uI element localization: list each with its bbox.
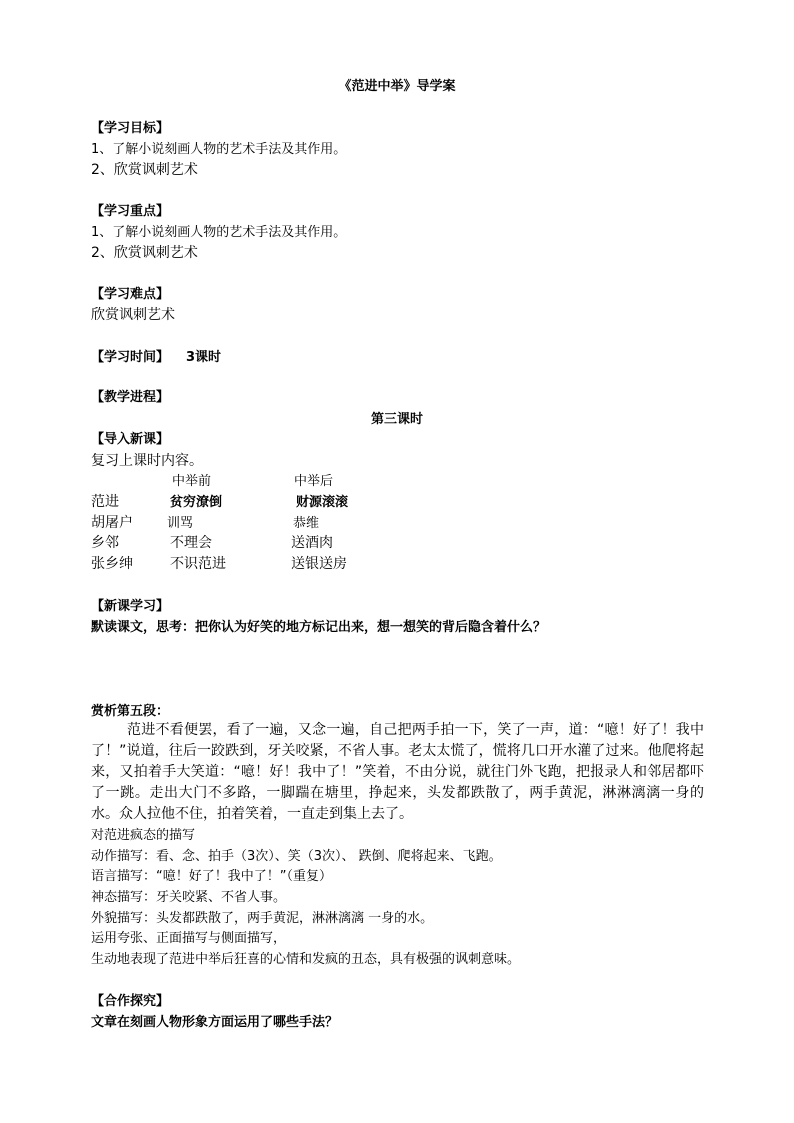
row-name: 乡邻 <box>91 535 119 551</box>
objective-item-2: 2、欣赏讽刺艺术 <box>91 162 198 178</box>
header-before: 中举前 <box>172 474 212 489</box>
key-points-heading: 【学习重点】 <box>91 204 170 219</box>
page-title: 《范进中举》导学案 <box>338 79 456 94</box>
objectives-heading: 【学习目标】 <box>91 121 170 136</box>
row-after: 恭维 <box>293 516 320 531</box>
row-name: 范进 <box>91 494 119 510</box>
difficulty-text: 欣赏讽刺艺术 <box>91 307 175 323</box>
analysis-line: 语言描写：“噫！好了！我中了！”（重复） <box>91 869 332 884</box>
cooperation-question: 文章在刻画人物形象方面运用了哪些手法？ <box>91 1015 339 1030</box>
analysis-line: 生动地表现了范进中举后狂喜的心情和发疯的丑态，具有极强的讽刺意味。 <box>91 952 521 967</box>
difficulty-heading: 【学习难点】 <box>91 287 170 302</box>
row-before: 贫穷潦倒 <box>170 495 223 510</box>
key-point-item-1: 1、了解小说刻画人物的艺术手法及其作用。 <box>91 225 347 240</box>
analysis-line: 外貌描写：头发都跌散了，两手黄泥，淋淋漓漓 一身的水。 <box>91 911 434 926</box>
row-after: 送银送房 <box>291 556 347 572</box>
time-heading: 【学习时间】 <box>91 350 170 365</box>
passage-text: 范进不看便罢，看了一遍，又念一遍，自己把两手拍一下，笑了一声，道：“噫！好了！我中了！”说道，往后一跤跌到，牙关咬紧，不省人事。老太太慌了，慌将几口开水灌了过来。他爬将起来，又拍着手大笑道：“噫！好！我中了！”笑着，不由分说，就往门外飞跑，把报录人和邻居都吓了一跳。走出大门不多路，一脚踹在塘里，挣起来，头发都跌散了，两手黄泥，淋淋漓漓一身的水。众人拉他不住，拍着笑着，一直走到集上去了。 <box>91 722 704 822</box>
analysis-line: 神态描写：牙关咬紧、不省人事。 <box>91 890 287 905</box>
row-before: 不理会 <box>170 535 212 551</box>
row-before: 训骂 <box>167 516 194 531</box>
row-name: 胡屠户 <box>91 515 133 531</box>
reading-task: 默读课文，思考：把你认为好笑的地方标记出来，想一想笑的背后隐含着什么？ <box>91 620 547 635</box>
cooperation-heading: 【合作探究】 <box>91 994 170 1009</box>
row-after: 送酒肉 <box>291 535 333 551</box>
row-before: 不识范进 <box>170 556 226 572</box>
key-point-item-2: 2、欣赏讽刺艺术 <box>91 245 198 261</box>
analysis-heading: 赏析第五段： <box>91 704 170 719</box>
objective-item-1: 1、了解小说刻画人物的艺术手法及其作用。 <box>91 142 347 157</box>
new-lesson-heading: 【新课学习】 <box>91 599 170 614</box>
review-text: 复习上课时内容。 <box>91 453 203 469</box>
analysis-line: 运用夸张、正面描写与侧面描写， <box>91 931 287 946</box>
lesson-heading: 第三课时 <box>370 412 423 427</box>
intro-heading: 【导入新课】 <box>91 432 170 447</box>
header-after: 中举后 <box>294 474 334 489</box>
process-heading: 【教学进程】 <box>91 390 170 405</box>
row-after: 财源滚滚 <box>296 495 349 510</box>
analysis-line: 动作描写：看、念、拍手（3次）、笑（3次）、 跌倒、爬将起来、飞跑。 <box>91 849 502 864</box>
analysis-line: 对范进疯态的描写 <box>91 828 196 843</box>
time-value: 3课时 <box>186 350 222 365</box>
row-name: 张乡绅 <box>91 556 133 572</box>
